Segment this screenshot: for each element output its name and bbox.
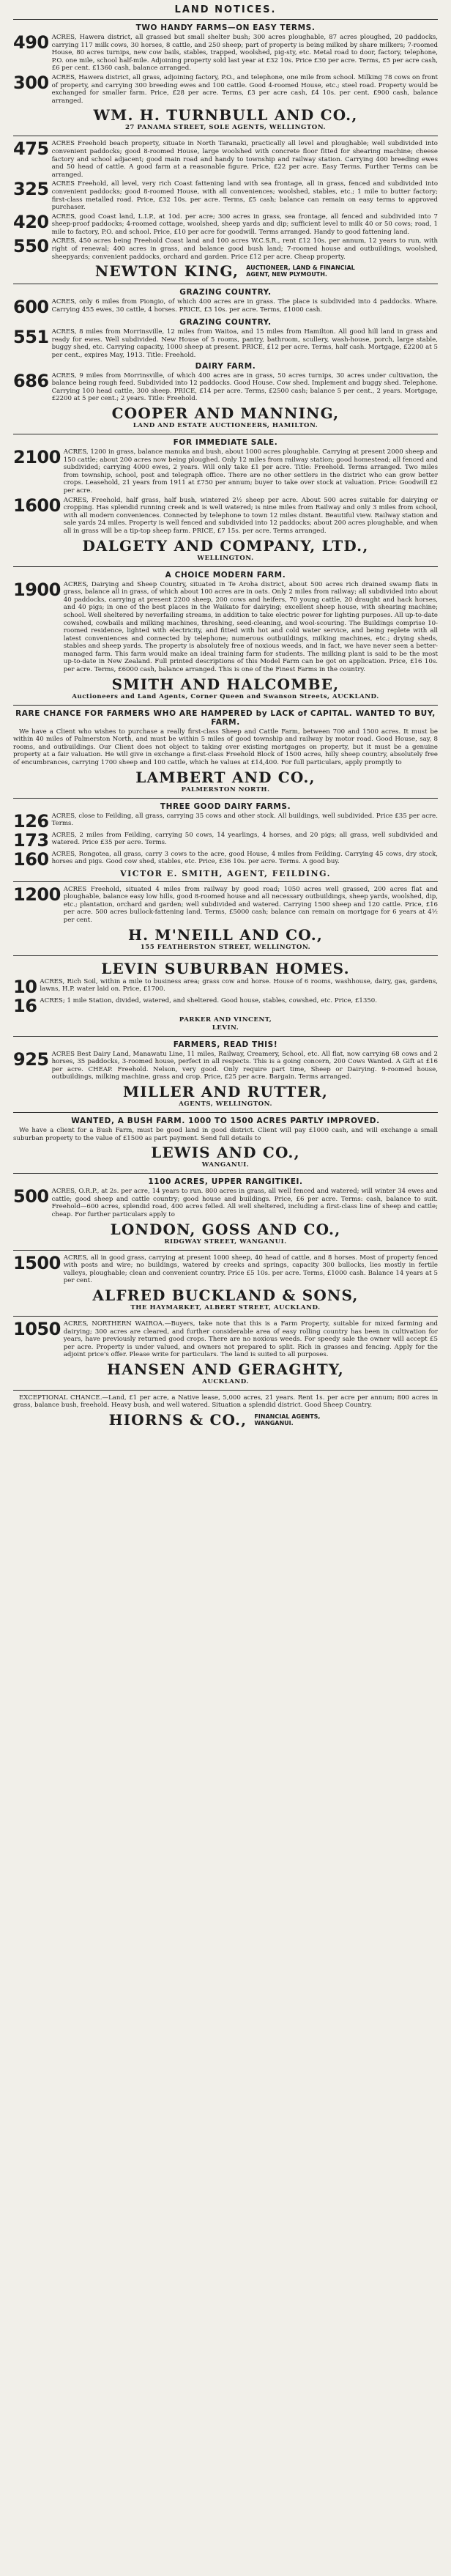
divider (13, 1173, 438, 1174)
listing-text: ACRES, 8 miles from Morrinsville, 12 miles from Waitoa, and 15 miles from Hamilton. All good hill land in grass and ready for ewes. Well subdivided. New House of 5 rooms, pantry, bathroom, scullery, wash-house, porch, large stable, buggy shed, etc. Carrying capacity, 1000 sheep at present. PRICE, £12 per acre. Terms, half cash. Mortgage, £2200 at 5 per cent., expires May, 1913. Title: Freehold. (51, 328, 438, 360)
listing (13, 497, 438, 536)
divider (13, 1112, 438, 1113)
ad-heading: RARE CHANCE FOR FARMERS WHO ARE HAMPERED by LACK of CAPITAL. WANTED TO BUY, FARM. (15, 708, 436, 727)
agent-name: HANSEN AND GERAGHTY, (107, 1360, 344, 1378)
listing (13, 74, 438, 105)
acreage-number: 173 (13, 829, 49, 851)
listing (13, 298, 438, 316)
listing-text: ACRES Freehold, situated 4 miles from railway by good road; 1050 acres well grassed, 200 acres flat and ploughable, balance easy low hills, good 8-roomed house and all necessary outbuildings, sheep yards, woolshed, dip, etc.; plantation, orchard and garden; well subdivided and watered. Carrying 1500 sheep and 120 cattle. Price, £16 per acre. 500 acres bullock-fattening land. Terms, £5000 cash; balance can remain on mortgage for 6 years at 4½ per cent. (63, 885, 438, 924)
listing-text: ACRES Best Dairy Land, Manawatu Line, 11 miles, Railway, Creamery, School, etc. All flat, now carrying 68 cows and 2 horses, 35 paddocks, 3-roomed house, perfect in all respects. This is a going concern, 200 Cows Wanted. A Gift at £16 per acre. CHEAP. Freehold. Nelson, very good. Only require part time, Sheep or Dairying. 9-roomed house, outbuildings, milking machine, grass and crop. Price, £25 per acre. Bargain. Terms arranged. (51, 1050, 438, 1081)
ad-heading: FOR IMMEDIATE SALE. (173, 438, 278, 447)
ad-miller-rutter (13, 1040, 438, 1109)
ad-turnbull (13, 23, 438, 132)
ad-lewis (13, 1117, 438, 1169)
acreage-number: 325 (13, 179, 49, 200)
ad-levin (13, 960, 438, 1032)
listing (13, 448, 438, 495)
listing (13, 1127, 438, 1142)
acreage-number: 16 (13, 995, 37, 1016)
listing (13, 997, 438, 1015)
listing (13, 728, 438, 767)
acreage-number: 2100 (13, 447, 61, 467)
ad-smith-halcombe (13, 571, 438, 701)
listing-text: ACRES, close to Feilding, all grass, carrying 35 cows and other stock. All buildings, well subdivided. Price £35 per acre. Terms. (51, 812, 438, 828)
listing (13, 978, 438, 996)
ad-heading: A CHOICE MODERN FARM. (165, 570, 286, 580)
ad-newton-king (13, 140, 438, 280)
listing (13, 886, 438, 925)
agent-name: NEWTON KING, (94, 262, 239, 281)
listing-text: ACRES, Hawera district, all grassed but small shelter bush; 300 acres ploughable, 87 acres ploughed, 20 paddocks, carrying 117 milk cows, 30 horses, 8 cattle, and 250 sheep; part of property is being milked by share milkers; 7-roomed House, 80 acres turnips, new cow bails, stables, trapped, woolshed, pig-sty, etc. Metal road to door, factory, telephone, P.O. one mile, school half-mile. Adjoining property sold last year at £32 10s. Price £30 per acre. Terms, £5 per acre cash, £6 per cent. £1360 cash, balance arranged. (51, 34, 438, 73)
acreage-number: 475 (13, 138, 49, 160)
listing (13, 180, 438, 211)
ad-heading: TWO HANDY FARMS—ON EASY TERMS. (135, 23, 316, 32)
listing (13, 372, 438, 403)
listing-text: ACRES, all in good grass, carrying at present 1000 sheep, 40 head of cattle, and 8 horses. Most of property fenced with posts and wire; no buildings, watered by creeks and springs, capacity 300 bullocks, lies mostly in fertile valleys, ploughable; clean and convenient country. Price £5 10s. per acre. Terms, £1000 cash. Balance 14 years at 5 per cent. (63, 1254, 438, 1285)
agent-address: WELLINGTON. (197, 554, 254, 562)
ad-heading: THREE GOOD DAIRY FARMS. (160, 802, 291, 811)
ad-lambert (13, 709, 438, 794)
listing-text: ACRES, Hawera district, all grass, adjoining factory, P.O., and telephone, one mile from school. Milking 78 cows on front of property, and carrying 300 breeding ewes and 100 cattle. Good 4-roomed House, etc.; steel road. Property would be exchanged for smaller farm. Price, £28 per acre. Terms, £3 per acre cash, £4 10s. per cent. £900 cash, balance arranged. (51, 73, 438, 105)
listing-text: ACRES, Rongotea, all grass, carry 3 cows to the acre, good House, 4 miles from Feilding. Carrying 45 cows, dry stock, horses and pigs. Good cow shed, stables, etc. Price, £36 10s. per acre. Terms. A good buy. (51, 850, 438, 866)
acreage-number: 600 (13, 297, 49, 318)
agent-address: 155 FEATHERSTON STREET, WELLINGTON. (140, 943, 311, 951)
ad-heading: WANTED, A BUSH FARM. 1000 TO 1500 ACRES PARTLY IMPROVED. (71, 1116, 380, 1125)
divider (13, 566, 438, 567)
listing-text: ACRES; 1 mile Station, divided, watered, and sheltered. Good house, stables, cowshed, etc. Price, £1350. (40, 996, 377, 1004)
agent-name: LONDON, GOSS AND CO., (110, 1220, 341, 1238)
agent-name: H. M'NEILL AND CO., (127, 925, 324, 944)
divider (13, 1036, 438, 1037)
listing-text: ACRES, Dairying and Sheep Country, situated in Te Aroha district, about 500 acres rich drained swamp flats in grass, balance all in grass, of which about 100 acres are in oats. Only 2 miles from railway; all subdivided into about 40 paddocks, carrying at present 2200 sheep, 200 cows and heifers, 70 young cattle, 20 draught and hack horses, and 40 pigs; in one of the best places in the Waikato for dairying; excellent sheep house, with shearing machine; school. Well sheltered by neverfailing streams, in addition to take electric power for lighting purposes. All up-to-date cowshed, cowbails and milking machines, threshing, seed-cleaning, and wool-scouring. The Buildings comprise 10-roomed residence, lighted with electricity, and fitted with hot and cold water service, and being replete with all latest conveniences and connected by telephone; numerous outbuildings, milking machines, etc.; drying sheds, stables and sheep yards. The property is absolutely free of noxious weeds, and in fact, we have never seen a better-managed farm. This farm would make an ideal training farm for students. The milking plant is said to be the most up-to-date in New Zealand. Full printed descriptions of this Model Farm can be got on application. Price, £16 10s. per acre. Terms, £6000 cash, balance arranged. This is one of the Finest Farms in the country. (63, 580, 438, 674)
listing (13, 1320, 438, 1359)
listing (13, 1188, 438, 1218)
listing-text: ACRES, 450 acres being Freehold Coast land and 100 acres W.C.S.R., rent £12 10s. per annum, 12 years to run, with right of renewal; 400 acres in grass, and balance good bush land; 7-roomed house and outbuildings, woolshed, sheepyards; convenient paddocks, orchard and garden. Price £12 per acre. Cheap property. (51, 237, 438, 261)
listing (13, 34, 438, 73)
ad-hansen-geraghty (13, 1320, 438, 1386)
agent-address: AGENTS, WELLINGTON. (179, 1100, 272, 1108)
listing-text: ACRES, O.R.P., at 2s. per acre, 14 years to run. 800 acres in grass, all well fenced and watered; will winter 34 ewes and cattle; good sheep and cattle country; good house and buildings. Price, £6 per acre. Terms: cash, balance to suit. Freehold—600 acres, splendid road, 400 acres felled. All well sheltered, including a first-class line of sheep and cattle; cheap. For further particulars apply to (51, 1188, 438, 1218)
divider (13, 705, 438, 706)
acreage-number: 160 (13, 848, 49, 870)
acreage-number: 490 (13, 32, 49, 53)
acreage-number: 686 (13, 370, 49, 391)
agent-name: DALGETY AND COMPANY, LTD., (82, 536, 369, 555)
acreage-number: 1050 (13, 1318, 61, 1339)
listing-text: ACRES Freehold, all level, very rich Coast fattening land with sea frontage, all in grass, fenced and subdivided into convenient paddocks; good 8-roomed House, with all conveniences; woolshed, stables, etc.; 1 mile to butter factory; first-class metalled road. Price, £32 10s. per acre. Terms, £5 cash; balance can remain on easy terms to approved purchaser. (51, 180, 438, 212)
agent-address: PALMERSTON NORTH. (181, 785, 270, 793)
divider (13, 798, 438, 799)
listing-text: ACRES, only 6 miles from Piongio, of which 400 acres are in grass. The place is subdivided into 4 paddocks. Whare. Carrying 455 ewes, 30 cattle, 4 horses. PRICE, £3 10s. per acre. Terms, £1000 cash. (51, 298, 438, 314)
listing (13, 237, 438, 261)
ad-subheading: GRAZING COUNTRY. (179, 318, 272, 327)
divider (13, 1316, 438, 1317)
agent-row (13, 262, 438, 280)
ad-dalgety (13, 438, 438, 563)
ad-mneill (13, 886, 438, 952)
listing-text: ACRES, 2 miles from Feilding, carrying 50 cows, 14 yearlings, 4 horses, and 20 pigs; all grass, well subdivided and watered. Price £35 per acre. Terms. (51, 831, 438, 847)
masthead: LAND NOTICES. (174, 4, 277, 15)
ad-cooper-manning (13, 288, 438, 430)
agent-name: LAMBERT AND CO., (135, 768, 316, 786)
agent-name: ALFRED BUCKLAND & SONS, (92, 1286, 359, 1304)
agent-address: LEVIN. (212, 1024, 239, 1032)
listing (13, 1254, 438, 1285)
agent-address: THE HAYMARKET, ALBERT STREET, AUCKLAND. (130, 1303, 321, 1311)
listing-text: ACRES, Rich Soil, within a mile to business area; grass cow and horse. House of 6 rooms, washhouse, dairy, gas, gardens, lawns, H.P. water laid on. Price, £1700. (40, 977, 438, 993)
divider (13, 19, 438, 20)
listing-text: We have a Client who wishes to purchase a really first-class Sheep and Cattle Farm, between 700 and 1500 acres. It must be within 40 miles of Palmerston North, and must be within 5 miles of good township and railway by motor road. Good House, say, 8 rooms, and outbuildings. Our Client does not object to taking over existing mortgages on property, but it must be a genuine property at a fair valuation. He will give in exchange a first-class Freehold Block of 1500 acres, hilly sheep country, absolutely free of encumbrances, carrying 1700 sheep and 100 cattle, which he values at £14,400. For full particulars, apply promptly to (13, 728, 438, 767)
agent-address: AUCTIONEER, LAND & FINANCIAL AGENT, NEW PLYMOUTH. (246, 264, 355, 278)
listing (13, 581, 438, 674)
ad-heading: FARMERS, READ THIS! (173, 1040, 278, 1049)
agent-address: WANGANUI. (201, 1161, 250, 1169)
ad-hiorns (13, 1394, 438, 1429)
divider (13, 881, 438, 882)
agent-name: MILLER AND RUTTER, (122, 1082, 329, 1100)
agent-address: 27 PANAMA STREET, SOLE AGENTS, WELLINGTON. (124, 124, 327, 132)
agent-address: FINANCIAL AGENTS, WANGANUI. (254, 1413, 321, 1427)
agent-name: SMITH AND HALCOMBE, (111, 675, 340, 693)
ad-heading: LEVIN SUBURBAN HOMES. (101, 959, 350, 977)
acreage-number: 10 (13, 976, 37, 997)
listing-text: EXCEPTIONAL CHANCE.—Land, £1 per acre, a Native lease, 5,000 acres, 21 years. Rent 1s. per acre per annum; 800 acres in grass, balance bush, freehold. Heavy bush, and well watered. Situation a splendid district. Good Sheep Country. (13, 1394, 438, 1410)
agent-name: PARKER AND VINCENT, (179, 1015, 272, 1024)
acreage-number: 550 (13, 236, 49, 257)
agent-row (13, 1411, 438, 1429)
listing (13, 140, 438, 179)
listing-text: ACRES, good Coast land, L.I.P., at 10d. per acre; 300 acres in grass, sea frontage, all fenced and subdivided into 7 sheep-proof paddocks; 4-roomed cottage, woolshed, sheep yards and dip; sufficient level to milk 40 or 50 cows; road, 1 mile to factory, P.O. and school. Price, £10 per acre for goodwill. Terms arranged. Handy to good fattening land. (51, 212, 438, 236)
acreage-number: 1600 (13, 495, 61, 516)
agent-address: LAND AND ESTATE AUCTIONEERS, HAMILTON. (133, 422, 318, 429)
listing-text: ACRES, 1200 in grass, balance manuka and bush, about 1000 acres ploughable. Carrying at present 2000 sheep and 150 cattle; about 200 acres now being ploughed. Only 12 miles from railway station; good homestead; all fenced and subdivided; carrying 4000 ewes, 2 years. Will only take £1 per acre. Title: Freehold. Terms arranged. Two miles from township, school, post and telegraph office. There are no other settlers in the district who can grow better crops. Leasehold, 21 years from 1911 at £750 per annum; buyer to take over stock at valuation. Price: Goodwill £2 per acre. (63, 448, 438, 495)
acreage-number: 1900 (13, 579, 61, 600)
listing (13, 328, 438, 359)
agent-name: VICTOR E. SMITH, AGENT, FEILDING. (120, 868, 331, 878)
listing-text: ACRES, NORTHERN WAIROA.—Buyers, take note that this is a Farm Property, suitable for mixed farming and dairying; 300 acres are cleared, and further considerable area of easy rolling country has been in cultivation for years, have previously returned good crops. There are no noxious weeds. For speedy sale the owner will accept £5 per acre. Property is under valued, and owners not prepared to split. Rich in grasses and fencing. Apply for the adjoint price's offer. Please write for particulars. The land is suited to all purposes. (63, 1320, 438, 1359)
agent-address: AUCKLAND. (202, 1377, 249, 1385)
acreage-number: 551 (13, 327, 49, 348)
listing (13, 213, 438, 237)
listing (13, 829, 438, 851)
ad-heading: 1100 ACRES, UPPER RANGITIKEI. (148, 1177, 303, 1187)
listing-text: ACRES Freehold beach property, situate in North Taranaki, practically all level and ploughable; well subdivided into convenient paddocks; good 8-roomed House, large woolshed with concrete floor fitted for shearing machine; cheese factory and school adjacent; good main road and handy to township and railway station. Carrying 400 breeding ewes and 50 head of cattle. A good farm at a reasonable figure. Price, £22 per acre. Easy Terms. Further Terms can be arranged. (51, 140, 438, 179)
agent-name: COOPER AND MANNING, (111, 404, 340, 422)
agent-name: HIORNS & CO., (108, 1411, 247, 1429)
divider (13, 1250, 438, 1251)
agent-name: WM. H. TURNBULL AND CO., (93, 106, 358, 125)
listing (13, 848, 438, 870)
ad-heading: GRAZING COUNTRY. (179, 288, 272, 297)
agent-address: RIDGWAY STREET, WANGANUI. (164, 1237, 287, 1246)
acreage-number: 925 (13, 1048, 49, 1070)
listing-text: We have a client for a Bush Farm, must be good land in good district. Client will pay £1000 cash, and will exchange a small suburban property to the value of £1500 as part payment. Send full details to (13, 1126, 438, 1142)
ad-buckland (13, 1254, 438, 1312)
acreage-number: 420 (13, 211, 49, 232)
listing (13, 810, 438, 832)
agent-name: LEWIS AND CO., (151, 1144, 300, 1162)
ad-victor-smith (13, 802, 438, 878)
ad-london-goss (13, 1177, 438, 1246)
acreage-number: 500 (13, 1186, 49, 1207)
acreage-number: 1500 (13, 1252, 61, 1273)
listing (13, 1394, 438, 1410)
listing-text: ACRES, Freehold, half grass, half bush, wintered 2½ sheep per acre. About 500 acres suitable for dairying or cropping. Has splendid running creek and is well watered; is nine miles from Railway and only 3 miles from school, with all modern conveniences. Connected by telephone to town 12 miles distant. Beautiful view. Railway station and sale yards 24 miles. Property is well fenced and subdivided into 12 paddocks; about 200 acres ploughable, and when all in grass will be a tip-top sheep farm. PRICE, £7 15s. per acre. Terms arranged. (63, 496, 438, 535)
acreage-number: 300 (13, 72, 49, 93)
acreage-number: 1200 (13, 884, 61, 905)
agent-address: Auctioneers and Land Agents, Corner Queen and Swanson Streets, AUCKLAND. (72, 692, 379, 700)
ad-subheading: DAIRY FARM. (195, 361, 256, 371)
divider (13, 1390, 438, 1391)
acreage-number: 126 (13, 810, 49, 832)
listing (13, 1048, 438, 1081)
divider (13, 955, 438, 956)
listing-text: ACRES, 9 miles from Morrinsville, of which 400 acres are in grass, 50 acres turnips, 30 acres under cultivation, the balance being rough feed. Subdivided into 12 paddocks. Good House. Cow shed. Implement and buggy shed. Telephone. Carrying 100 head cattle, 300 sheep. PRICE, £14 per acre. Terms, £2500 cash; balance 5 per cent., 2 years. Mortgage, £2200 at 5 per cent.; 2 years. Title: Freehold. (51, 371, 438, 403)
